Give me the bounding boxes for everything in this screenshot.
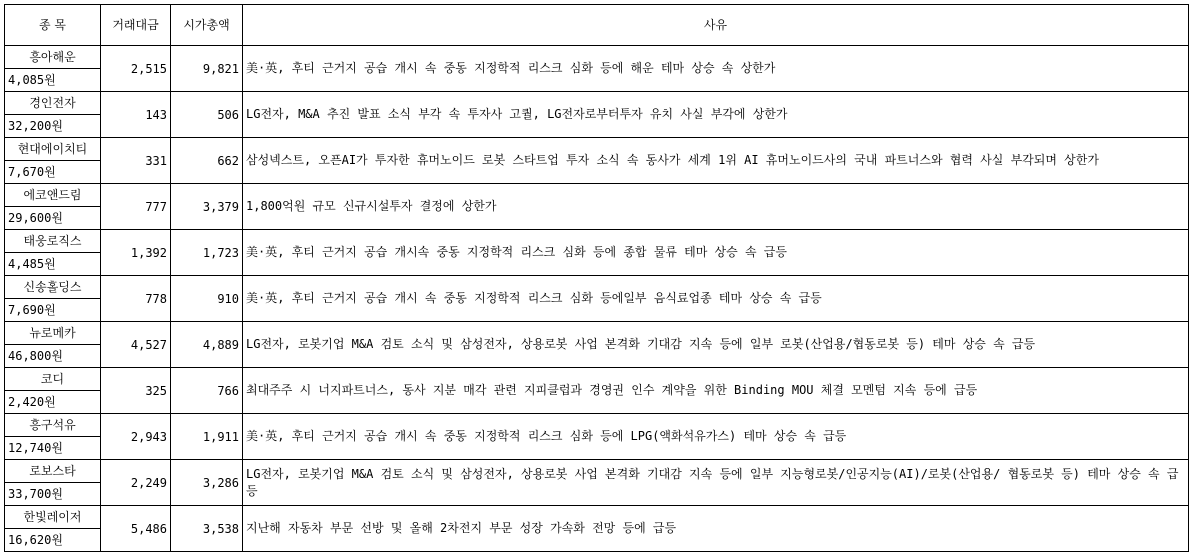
stock-price: 29,600원 [5, 207, 101, 230]
stock-name: 흥아해운 [5, 46, 101, 69]
stock-price: 4,085원 [5, 69, 101, 92]
market-cap: 4,889 [171, 322, 243, 368]
stock-price: 2,420원 [5, 391, 101, 414]
reason-text: 삼성넥스트, 오픈AI가 투자한 휴머노이드 로봇 스타트업 투자 소식 속 동사가 세계 1위 AI 휴머노이드사의 국내 파트너스와 협력 사실 부각되며 상한가 [243, 138, 1189, 184]
stock-price: 32,200원 [5, 115, 101, 138]
table-row [5, 184, 1189, 207]
table-row [5, 92, 1189, 115]
reason-text: LG전자, M&A 추진 발표 소식 부각 속 투자사 고퀄, LG전자로부터투자 유치 사실 부각에 상한가 [243, 92, 1189, 138]
market-cap: 766 [171, 368, 243, 414]
trading-volume: 778 [101, 276, 171, 322]
stock-name: 태웅로직스 [5, 230, 101, 253]
stock-price: 12,740원 [5, 437, 101, 460]
stock-name: 경인전자 [5, 92, 101, 115]
header-stock: 종 목 [5, 5, 101, 46]
header-reason: 사유 [243, 5, 1189, 46]
stock-table-container [4, 4, 1189, 552]
stock-price: 46,800원 [5, 345, 101, 368]
stock-name: 신송홀딩스 [5, 276, 101, 299]
table-row [5, 138, 1189, 161]
stock-name: 코디 [5, 368, 101, 391]
stock-name: 현대에이치티 [5, 138, 101, 161]
trading-volume: 2,515 [101, 46, 171, 92]
stock-name: 뉴로메카 [5, 322, 101, 345]
stock-price: 33,700원 [5, 483, 101, 506]
trading-volume: 2,943 [101, 414, 171, 460]
reason-text: 美·英, 후티 근거지 공습 개시속 중동 지정학적 리스크 심화 등에 종합 물류 테마 상승 속 급등 [243, 230, 1189, 276]
header-mcap: 시가총액 [171, 5, 243, 46]
trading-volume: 2,249 [101, 460, 171, 506]
reason-text: LG전자, 로봇기업 M&A 검토 소식 및 삼성전자, 상용로봇 사업 본격화 기대감 지속 등에 일부 로봇(산업용/협동로봇 등) 테마 상승 속 급등 [243, 322, 1189, 368]
stock-price: 4,485원 [5, 253, 101, 276]
stock-name: 로보스타 [5, 460, 101, 483]
reason-text: 1,800억원 규모 신규시설투자 결정에 상한가 [243, 184, 1189, 230]
stock-price: 16,620원 [5, 529, 101, 552]
market-cap: 662 [171, 138, 243, 184]
trading-volume: 331 [101, 138, 171, 184]
table-row [5, 276, 1189, 299]
trading-volume: 4,527 [101, 322, 171, 368]
market-cap: 506 [171, 92, 243, 138]
reason-text: 최대주주 시 너지파트너스, 동사 지분 매각 관련 지피클럽과 경영권 인수 계약을 위한 Binding MOU 체결 모멘텀 지속 등에 급등 [243, 368, 1189, 414]
reason-text: LG전자, 로봇기업 M&A 검토 소식 및 삼성전자, 상용로봇 사업 본격화 기대감 지속 등에 일부 지능형로봇/인공지능(AI)/로봇(산업용/ 협동로봇 등) 테마 상승 속 급등 [243, 460, 1189, 506]
table-row [5, 368, 1189, 391]
market-cap: 1,911 [171, 414, 243, 460]
market-cap: 3,286 [171, 460, 243, 506]
stock-table [4, 4, 1189, 552]
trading-volume: 1,392 [101, 230, 171, 276]
trading-volume: 143 [101, 92, 171, 138]
table-row [5, 322, 1189, 345]
header-volume: 거래대금 [101, 5, 171, 46]
table-row [5, 46, 1189, 69]
table-row [5, 506, 1189, 529]
reason-text: 美·英, 후티 근거지 공습 개시 속 중동 지정학적 리스크 심화 등에 LPG(액화석유가스) 테마 상승 속 급등 [243, 414, 1189, 460]
header-row [5, 5, 1189, 46]
table-row [5, 460, 1189, 483]
reason-text: 지난해 자동차 부문 선방 및 올해 2차전지 부문 성장 가속화 전망 등에 급등 [243, 506, 1189, 552]
market-cap: 3,538 [171, 506, 243, 552]
stock-price: 7,690원 [5, 299, 101, 322]
reason-text: 美·英, 후티 근거지 공습 개시 속 중동 지정학적 리스크 심화 등에일부 음식료업종 테마 상승 속 급등 [243, 276, 1189, 322]
table-row [5, 414, 1189, 437]
stock-name: 한빛레이저 [5, 506, 101, 529]
stock-name: 에코앤드림 [5, 184, 101, 207]
trading-volume: 325 [101, 368, 171, 414]
market-cap: 3,379 [171, 184, 243, 230]
table-row [5, 230, 1189, 253]
reason-text: 美·英, 후티 근거지 공습 개시 속 중동 지정학적 리스크 심화 등에 해운 테마 상승 속 상한가 [243, 46, 1189, 92]
market-cap: 1,723 [171, 230, 243, 276]
trading-volume: 5,486 [101, 506, 171, 552]
market-cap: 9,821 [171, 46, 243, 92]
stock-name: 흥구석유 [5, 414, 101, 437]
stock-price: 7,670원 [5, 161, 101, 184]
market-cap: 910 [171, 276, 243, 322]
trading-volume: 777 [101, 184, 171, 230]
